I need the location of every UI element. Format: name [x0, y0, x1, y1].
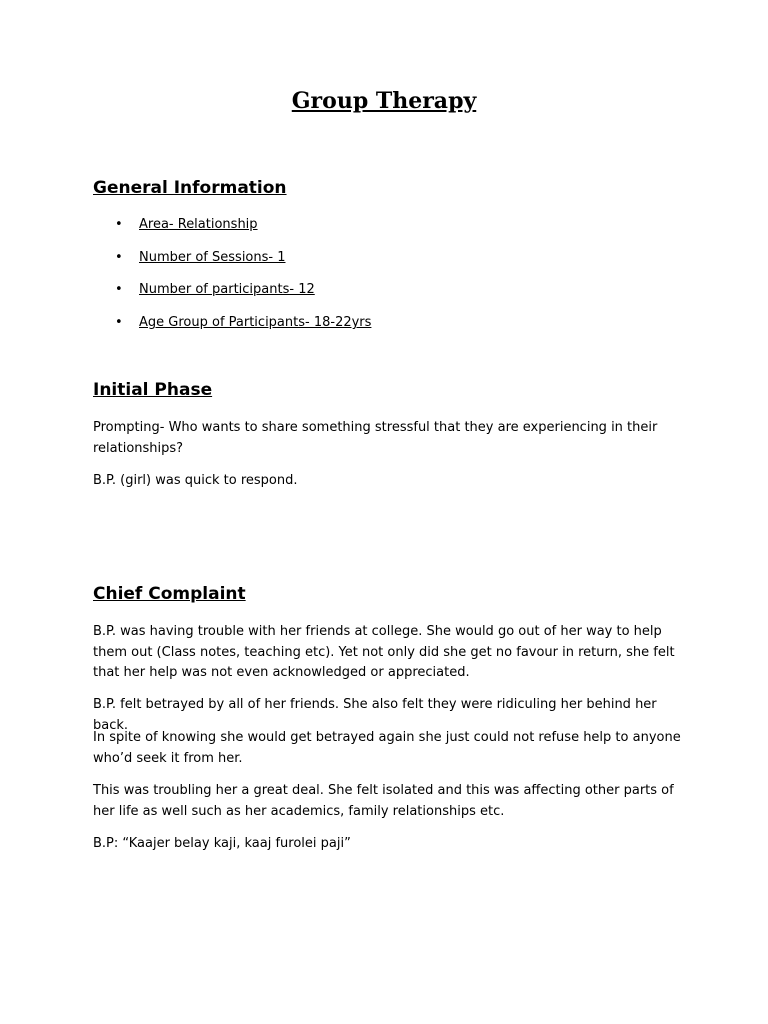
bullet-icon: •	[115, 282, 123, 298]
list-item-text: Number of participants- 12	[139, 282, 315, 298]
paragraph: B.P. (girl) was quick to respond.	[93, 473, 298, 488]
paragraph: In spite of knowing she would get betrayed again she just could not refuse help to anyone who’d seek it from her.	[93, 730, 681, 766]
general-information-heading: General Information	[93, 178, 287, 198]
bullet-icon: •	[115, 249, 123, 265]
paragraph: B.P. was having trouble with her friends at college. She would go out of her way to help them out (Class notes, teaching etc). Yet not only did she get no favour in return, she felt that her help was not even acknowledged or appreciated.	[93, 624, 675, 680]
paragraph: B.P. felt betrayed by all of her friends. She also felt they were ridiculing her behind her back.	[93, 697, 657, 733]
bullet-icon: •	[115, 315, 123, 331]
paragraph: B.P: “Kaajer belay kaji, kaaj furolei paji”	[93, 836, 351, 851]
list-item-text: Age Group of Participants- 18-22yrs	[139, 315, 372, 331]
list-item-text: Number of Sessions- 1	[139, 249, 286, 265]
initial-phase-heading: Initial Phase	[93, 380, 213, 400]
paragraph: Prompting- Who wants to share something stressful that they are experiencing in their relationships?	[93, 420, 658, 456]
list-item-text: Area- Relationship	[139, 217, 258, 232]
chief-complaint-heading: Chief Complaint	[93, 584, 246, 604]
bullet-icon: •	[115, 217, 123, 232]
paragraph: This was troubling her a great deal. She felt isolated and this was affecting other parts of her life as well such as her academics, family relationships etc.	[93, 783, 674, 819]
document-title: Group Therapy	[291, 88, 477, 114]
